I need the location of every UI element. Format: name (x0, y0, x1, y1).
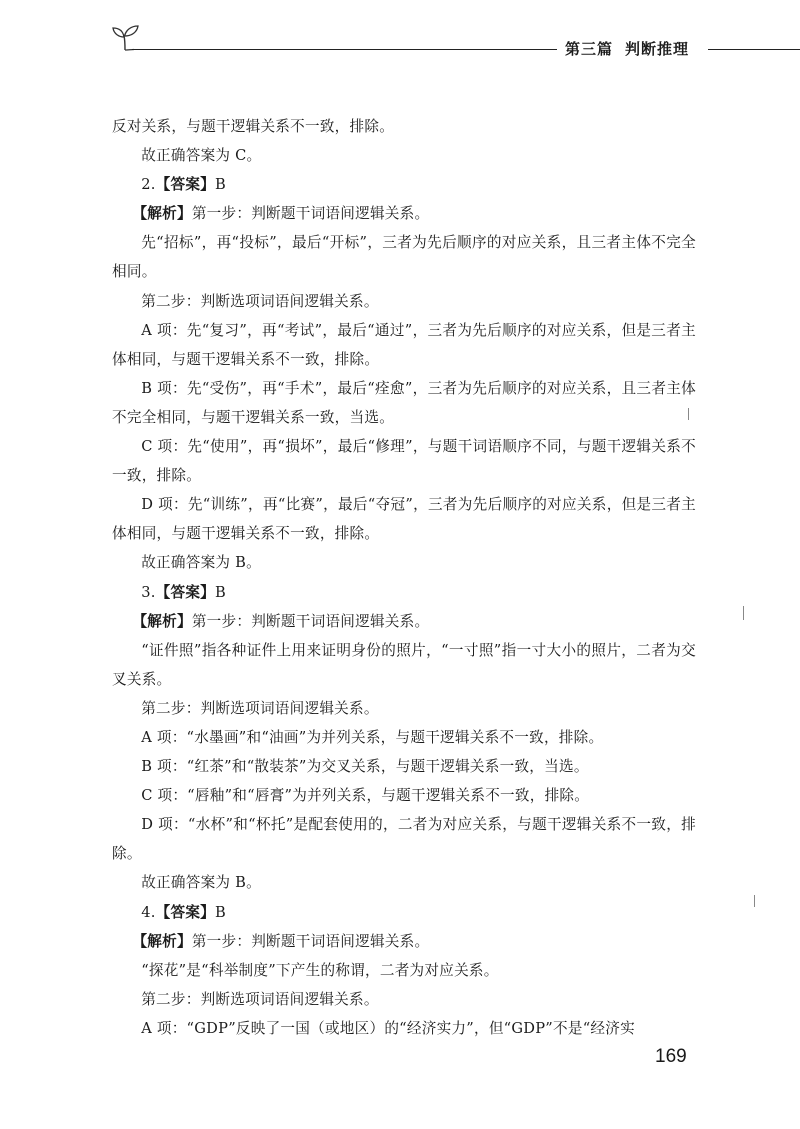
sprout-icon (108, 22, 142, 52)
analysis-line (112, 199, 696, 228)
analysis-label: 【解析】 (132, 205, 192, 223)
body-paragraph: 故正确答案为 C。 (141, 147, 262, 165)
answer-line (112, 898, 696, 927)
body-paragraph: 反对关系，与题干逻辑关系不一致，排除。 (112, 118, 395, 135)
analysis-text: 第一步：判断题干词语间逻辑关系。 (191, 612, 430, 630)
body-paragraph: 故正确答案为 B。 (141, 874, 261, 892)
answer-label: 【答案】 (155, 176, 216, 194)
document-body (112, 112, 696, 1043)
answer-line (112, 578, 696, 607)
body-paragraph: C 项：先“使用”，再“损坏”，最后“修理”，与题干词语顺序不同，与题干逻辑关系不一致，排除。 (112, 438, 696, 485)
body-paragraph: D 项：“水杯”和“杯托”是配套使用的，二者为对应关系，与题干逻辑关系不一致，排除。 (112, 816, 696, 863)
body-paragraph: 故正确答案为 B。 (141, 554, 261, 572)
body-paragraph: 第二步：判断选项词语间逻辑关系。 (141, 699, 379, 717)
body-paragraph: 第二步：判断选项词语间逻辑关系。 (141, 292, 379, 310)
body-paragraph: 先“招标”，再“投标”，最后“开标”，三者为先后顺序的对应关系，且三者主体不完全相同。 (112, 234, 696, 281)
scan-speck (743, 606, 744, 620)
question-number: 3. (141, 583, 156, 601)
question-number: 4. (141, 903, 156, 921)
header-rule-right (708, 49, 800, 50)
analysis-text: 第一步：判断题干词语间逻辑关系。 (191, 205, 430, 223)
scan-speck (688, 408, 689, 420)
header-rule-left (132, 49, 557, 50)
scan-speck (754, 895, 755, 907)
body-paragraph: B 项：“红茶”和“散装茶”为交叉关系，与题干逻辑关系一致，当选。 (141, 758, 589, 776)
analysis-text: 第一步：判断题干词语间逻辑关系。 (191, 932, 430, 950)
page-number: 169 (655, 1046, 687, 1067)
analysis-label: 【解析】 (132, 932, 192, 950)
body-paragraph: 第二步：判断选项词语间逻辑关系。 (141, 990, 379, 1008)
section-part: 第三篇 (565, 40, 614, 58)
analysis-label: 【解析】 (132, 612, 192, 630)
body-paragraph: D 项：先“训练”，再“比赛”，最后“夺冠”，三者为先后顺序的对应关系，但是三者主体相同，与题干逻辑关系不一致，排除。 (112, 496, 696, 543)
answer-value: B (215, 903, 226, 921)
body-paragraph: A 项：“GDP”反映了一国（或地区）的“经济实力”，但“GDP”不是“经济实 (141, 1019, 635, 1037)
section-title (565, 38, 689, 59)
body-paragraph: A 项：“水墨画”和“油画”为并列关系，与题干逻辑关系不一致，排除。 (141, 728, 604, 746)
question-number: 2. (141, 176, 156, 194)
answer-label: 【答案】 (155, 903, 216, 921)
body-paragraph: “证件照”指各种证件上用来证明身份的照片，“一寸照”指一寸大小的照片，二者为交叉关系。 (112, 641, 696, 688)
body-paragraph: C 项：“唇釉”和“唇膏”为并列关系，与题干逻辑关系不一致，排除。 (141, 787, 590, 805)
analysis-line (112, 927, 696, 956)
answer-line (112, 170, 696, 199)
page-header (0, 0, 800, 70)
answer-value: B (215, 583, 226, 601)
answer-label: 【答案】 (155, 583, 216, 601)
body-paragraph: A 项：先“复习”，再“考试”，最后“通过”，三者为先后顺序的对应关系，但是三者主体相同，与题干逻辑关系不一致，排除。 (112, 321, 696, 368)
body-paragraph: “探花”是“科举制度”下产生的称谓，二者为对应关系。 (141, 961, 499, 979)
section-name: 判断推理 (625, 40, 690, 58)
answer-value: B (215, 176, 226, 194)
analysis-line (112, 607, 696, 636)
body-paragraph: B 项：先“受伤”，再“手术”，最后“痊愈”，三者为先后顺序的对应关系，且三者主体不完全相同，与题干逻辑关系一致，当选。 (112, 379, 696, 426)
